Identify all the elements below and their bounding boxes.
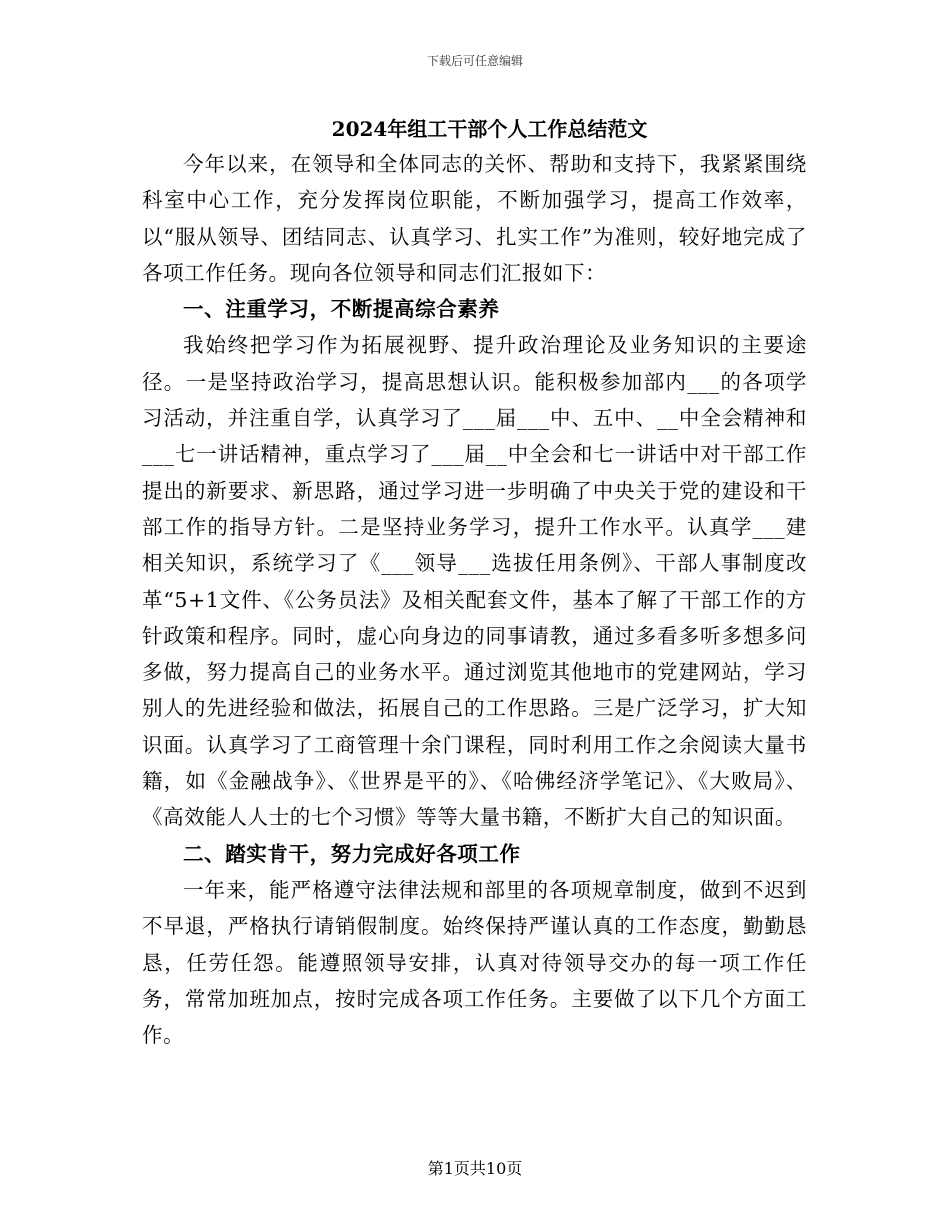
section-2-paragraph: 一年来，能严格遵守法律法规和部里的各项规章制度，做到不迟到不早退，严格执行请销假制度。始终保持严谨认真的工作态度，勤勤恳恳，任劳任怨。能遵照领导安排，认真对待领导交办的每一项工作任务，常常加班加点，按时完成各项工作任务。主要做了以下几个方面工作。 bbox=[142, 877, 807, 1048]
page-footer: 第1页共10页 bbox=[427, 1159, 523, 1178]
section-2-heading: 二、踏实肯干，努力完成好各项工作 bbox=[183, 841, 521, 866]
document-body bbox=[142, 112, 807, 1053]
intro-paragraph: 今年以来，在领导和全体同志的关怀、帮助和支持下，我紧紧围绕科室中心工作，充分发挥岗位职能，不断加强学习，提高工作效率，以“服从领导、团结同志、认真学习、扎实工作”为准则，较好地完成了各项工作任务。现向各位领导和同志们汇报如下： bbox=[142, 152, 807, 285]
header-note: 下载后可任意编辑 bbox=[426, 54, 523, 68]
document-title: 2024年组工干部个人工作总结范文 bbox=[331, 117, 648, 141]
section-1-paragraph: 我始终把学习作为拓展视野、提升政治理论及业务知识的主要途径。一是坚持政治学习，提高思想认识。能积极参加部内___的各项学习活动，并注重自学，认真学习了___届___中、五中、__中全会精神和___七一讲话精神，重点学习了___届__中全会和七一讲话中对干部工作提出的新要求、新思路，通过学习进一步明确了中央关于党的建设和干部工作的指导方针。二是坚持业务学习，提升工作水平。认真学___建相关知识，系统学习了《___领导___选拔任用条例》、干部人事制度改革“5+1文件、《公务员法》及相关配套文件，基本了解了干部工作的方针政策和程序。同时，虚心向身边的同事请教，通过多看多听多想多问多做，努力提高自己的业务水平。通过浏览其他地市的党建网站，学习别人的先进经验和做法，拓展自己的工作思路。三是广泛学习，扩大知识面。认真学习了工商管理十余门课程，同时利用工作之余阅读大量书籍，如《金融战争》、《世界是平的》、《哈佛经济学笔记》、《大败局》、《高效能人人士的七个习惯》等等大量书籍，不断扩大自己的知识面。 bbox=[142, 333, 807, 830]
section-1-heading: 一、注重学习，不断提高综合素养 bbox=[183, 297, 500, 322]
